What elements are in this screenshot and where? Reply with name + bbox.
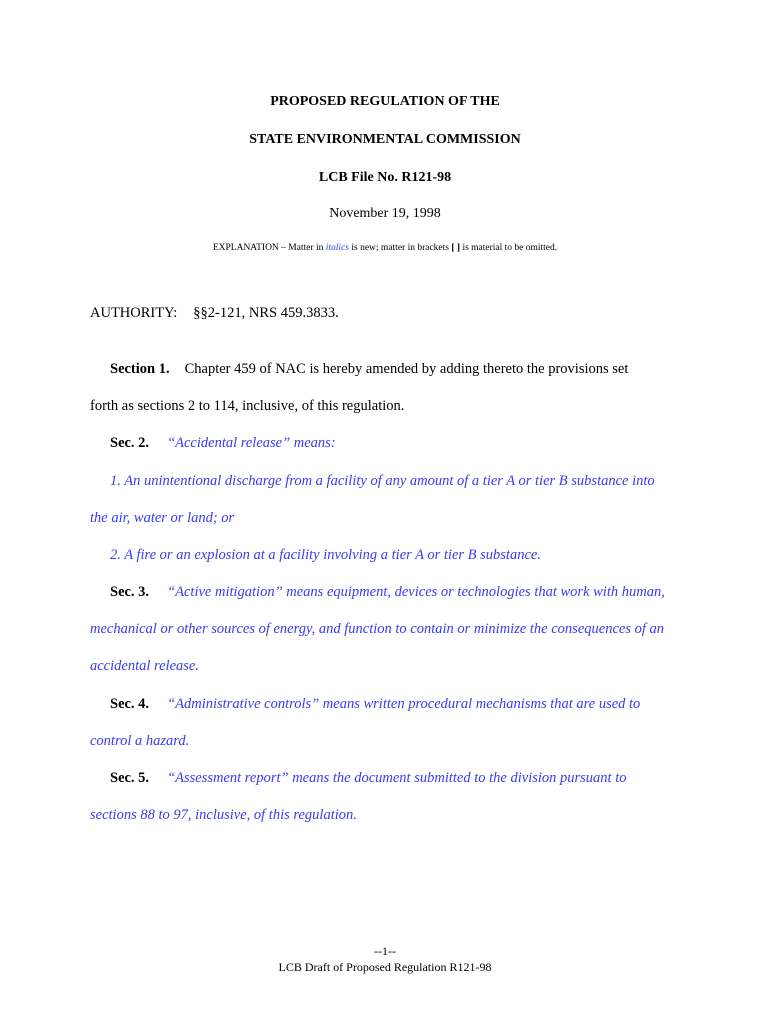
sec-5-label: Sec. 5.	[110, 770, 150, 786]
explanation-suffix: is material to be omitted.	[460, 243, 558, 253]
sec-5-line-2: sections 88 to 97, inclusive, of this regulation.	[90, 807, 357, 823]
section-1-line-1	[110, 361, 628, 378]
sec-3-line-3: accidental release.	[90, 658, 199, 674]
page-number: --1--	[374, 944, 396, 958]
title-line-1: PROPOSED REGULATION OF THE	[270, 94, 500, 109]
sec-3-line-2: mechanical or other sources of energy, and function to contain or minimize the consequences of an	[90, 621, 664, 637]
authority-text: §§2-121, NRS 459.3833.	[193, 305, 339, 321]
sec-2-text: “Accidental release” means:	[167, 435, 336, 451]
explanation-middle: is new; matter in brackets	[349, 243, 452, 253]
explanation-italics: italics	[325, 243, 349, 253]
explanation	[0, 243, 770, 253]
sec-2-label: Sec. 2.	[110, 435, 150, 451]
sec-3-text: “Active mitigation” means equipment, devices or technologies that work with human,	[167, 584, 665, 600]
sec-2-item-1-line-1: 1. An unintentional discharge from a facility of any amount of a tier A or tier B substance into	[110, 473, 655, 489]
section-1-line-2: forth as sections 2 to 114, inclusive, of this regulation.	[90, 398, 405, 414]
title-line-2: STATE ENVIRONMENTAL COMMISSION	[249, 132, 521, 147]
sec-4-line-2: control a hazard.	[90, 733, 190, 749]
sec-3-label: Sec. 3.	[110, 584, 150, 600]
footer-label: LCB Draft of Proposed Regulation R121-98	[278, 960, 492, 974]
sec-4-text: “Administrative controls” means written procedural mechanisms that are used to	[167, 696, 641, 712]
authority-label: AUTHORITY:	[90, 305, 178, 321]
section-1-label: Section 1.	[110, 361, 170, 377]
authority	[90, 305, 339, 322]
sec-2-item-2: 2. A fire or an explosion at a facility involving a tier A or tier B substance.	[110, 547, 541, 563]
sec-4-line-1	[110, 696, 640, 713]
sec-2-line-1	[110, 435, 336, 452]
sec-4-label: Sec. 4.	[110, 696, 150, 712]
file-number: LCB File No. R121-98	[318, 170, 452, 185]
explanation-brackets: [ ]	[451, 243, 461, 253]
sec-2-item-1-line-2: the air, water or land; or	[90, 510, 235, 526]
document-date: November 19, 1998	[329, 206, 441, 221]
sec-3-line-1	[110, 584, 665, 601]
section-1-text: Chapter 459 of NAC is hereby amended by adding thereto the provisions set	[184, 361, 629, 377]
explanation-prefix: EXPLANATION – Matter in	[212, 243, 326, 253]
sec-5-text: “Assessment report” means the document submitted to the division pursuant to	[167, 770, 627, 786]
sec-5-line-1	[110, 770, 626, 787]
